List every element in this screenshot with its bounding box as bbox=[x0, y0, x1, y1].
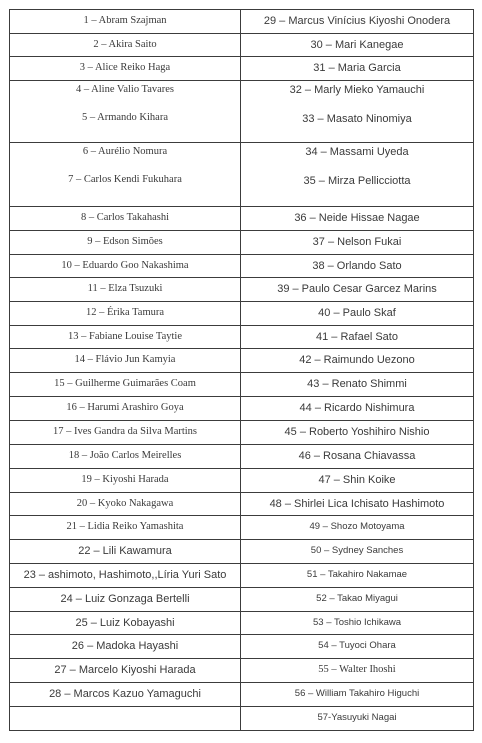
cell-right bbox=[241, 57, 474, 81]
cell-right bbox=[241, 445, 474, 469]
member-name: 50 – Sydney Sanches bbox=[310, 545, 404, 556]
cell-left bbox=[10, 231, 241, 255]
member-name: 1 – Abram Szajman bbox=[83, 15, 167, 26]
member-name: 6 – Aurélio Nomura bbox=[82, 146, 168, 157]
cell-right bbox=[241, 516, 474, 540]
member-name: 26 – Madoka Hayashi bbox=[71, 640, 179, 652]
member-name: 27 – Marcelo Kiyoshi Harada bbox=[54, 664, 196, 676]
table-row bbox=[10, 469, 474, 493]
cell-left bbox=[10, 612, 241, 635]
cell-right bbox=[241, 278, 474, 302]
table-row bbox=[10, 564, 474, 588]
member-name: 54 – Tuyoci Ohara bbox=[318, 640, 396, 651]
member-name: 39 – Paulo Cesar Garcez Marins bbox=[277, 283, 437, 295]
cell-left bbox=[10, 397, 241, 421]
member-name: 31 – Maria Garcia bbox=[313, 62, 401, 74]
cell-right bbox=[241, 588, 474, 612]
cell-right bbox=[241, 255, 474, 278]
member-name: 44 – Ricardo Nishimura bbox=[299, 402, 415, 414]
cell-left bbox=[10, 278, 241, 302]
member-name: 53 – Toshio Ichikawa bbox=[312, 617, 402, 628]
member-name: 33 – Masato Ninomiya bbox=[302, 113, 412, 125]
member-name: 48 – Shirlei Lica Ichisato Hashimoto bbox=[269, 498, 445, 510]
cell-right bbox=[241, 635, 474, 659]
member-name: 2 – Akira Saito bbox=[93, 39, 157, 50]
member-name: 4 – Aline Valio Tavares bbox=[75, 84, 175, 95]
table-row bbox=[10, 493, 474, 516]
member-name: 3 – Alice Reiko Haga bbox=[79, 62, 171, 73]
member-name: 30 – Mari Kanegae bbox=[310, 39, 404, 51]
table-row bbox=[10, 34, 474, 57]
members-table bbox=[9, 9, 474, 731]
member-name: 14 – Flávio Jun Kamyia bbox=[74, 354, 176, 365]
cell-right bbox=[241, 34, 474, 57]
cell-right bbox=[241, 302, 474, 326]
member-name: 46 – Rosana Chiavassa bbox=[298, 450, 416, 462]
cell-left bbox=[10, 564, 241, 588]
member-name: 52 – Takao Miyagui bbox=[316, 593, 398, 604]
member-name: 55 – Walter Ihoshi bbox=[318, 664, 396, 675]
cell-left bbox=[10, 302, 241, 326]
member-name: 40 – Paulo Skaf bbox=[318, 307, 396, 319]
table-row bbox=[10, 207, 474, 231]
cell-right bbox=[241, 397, 474, 421]
cell-right bbox=[241, 659, 474, 683]
cell-right bbox=[241, 683, 474, 707]
cell-right bbox=[241, 10, 474, 34]
cell-left bbox=[10, 540, 241, 564]
member-name: 36 – Neide Hissae Nagae bbox=[294, 212, 420, 224]
members-table-body bbox=[10, 10, 474, 731]
member-name: 23 – ashimoto, Hashimoto,,Líria Yuri Sato bbox=[23, 569, 227, 581]
cell-left bbox=[10, 469, 241, 493]
member-name: 56 – William Takahiro Higuchi bbox=[294, 688, 420, 699]
table-row bbox=[10, 302, 474, 326]
member-name: 21 – Lidia Reiko Yamashita bbox=[66, 521, 184, 532]
table-row bbox=[10, 635, 474, 659]
cell-left bbox=[10, 493, 241, 516]
member-name: 45 – Roberto Yoshihiro Nishio bbox=[284, 426, 430, 438]
cell-right bbox=[241, 612, 474, 635]
cell-right bbox=[241, 421, 474, 445]
table-row bbox=[10, 707, 474, 731]
table-row bbox=[10, 397, 474, 421]
member-name: 47 – Shin Koike bbox=[318, 474, 396, 486]
member-name: 22 – Lili Kawamura bbox=[78, 545, 172, 557]
member-name: 51 – Takahiro Nakamae bbox=[306, 569, 408, 580]
table-row bbox=[10, 81, 474, 143]
table-row bbox=[10, 516, 474, 540]
cell-left bbox=[10, 373, 241, 397]
member-name: 18 – João Carlos Meirelles bbox=[68, 450, 182, 461]
member-name: 8 – Carlos Takahashi bbox=[80, 212, 169, 223]
member-name: 17 – Ives Gandra da Silva Martins bbox=[52, 426, 198, 437]
table-row bbox=[10, 612, 474, 635]
cell-right bbox=[241, 231, 474, 255]
table-row bbox=[10, 588, 474, 612]
member-name: 25 – Luiz Kobayashi bbox=[75, 617, 175, 629]
member-name: 35 – Mirza Pellicciotta bbox=[303, 175, 411, 187]
member-name: 16 – Harumi Arashiro Goya bbox=[66, 402, 184, 413]
table-row bbox=[10, 349, 474, 373]
cell-left bbox=[10, 588, 241, 612]
member-name: 13 – Fabiane Louise Taytie bbox=[68, 331, 182, 342]
member-name: 19 – Kiyoshi Harada bbox=[81, 474, 169, 485]
table-row bbox=[10, 683, 474, 707]
table-row bbox=[10, 10, 474, 34]
cell-right bbox=[241, 707, 474, 731]
cell-left bbox=[10, 445, 241, 469]
cell-left bbox=[10, 635, 241, 659]
cell-left bbox=[10, 143, 241, 207]
member-name: 38 – Orlando Sato bbox=[312, 260, 402, 272]
cell-right bbox=[241, 349, 474, 373]
cell-right bbox=[241, 564, 474, 588]
cell-left bbox=[10, 255, 241, 278]
cell-right bbox=[241, 493, 474, 516]
cell-left bbox=[10, 81, 241, 143]
cell-right bbox=[241, 469, 474, 493]
table-row bbox=[10, 57, 474, 81]
member-name: 34 – Massami Uyeda bbox=[305, 146, 409, 158]
cell-right bbox=[241, 540, 474, 564]
member-name: 49 – Shozo Motoyama bbox=[309, 521, 405, 532]
member-name: 57-Yasuyuki Nagai bbox=[317, 712, 397, 723]
cell-left bbox=[10, 659, 241, 683]
cell-right bbox=[241, 207, 474, 231]
member-name: 37 – Nelson Fukai bbox=[312, 236, 402, 248]
table-row bbox=[10, 659, 474, 683]
member-name: 5 – Armando Kihara bbox=[81, 112, 169, 123]
table-row bbox=[10, 373, 474, 397]
member-name: 9 – Edson Simões bbox=[87, 236, 163, 247]
cell-right bbox=[241, 326, 474, 349]
member-name: 29 – Marcus Vinícius Kiyoshi Onodera bbox=[263, 15, 451, 27]
cell-left bbox=[10, 207, 241, 231]
table-row bbox=[10, 143, 474, 207]
cell-left bbox=[10, 349, 241, 373]
table-row bbox=[10, 421, 474, 445]
member-name: 41 – Rafael Sato bbox=[316, 331, 398, 343]
table-row bbox=[10, 445, 474, 469]
cell-left bbox=[10, 421, 241, 445]
table-row bbox=[10, 231, 474, 255]
member-name: 7 – Carlos Kendi Fukuhara bbox=[68, 174, 182, 185]
cell-right bbox=[241, 143, 474, 207]
table-row bbox=[10, 255, 474, 278]
member-name: 28 – Marcos Kazuo Yamaguchi bbox=[49, 688, 201, 700]
member-name: 43 – Renato Shimmi bbox=[307, 378, 407, 390]
cell-left bbox=[10, 516, 241, 540]
cell-left bbox=[10, 683, 241, 707]
member-name: 12 – Érika Tamura bbox=[85, 307, 165, 318]
member-name: 32 – Marly Mieko Yamauchi bbox=[289, 84, 425, 96]
cell-left bbox=[10, 34, 241, 57]
member-name: 24 – Luiz Gonzaga Bertelli bbox=[60, 593, 190, 605]
cell-right bbox=[241, 81, 474, 143]
member-name: 42 – Raimundo Uezono bbox=[299, 354, 415, 366]
member-name: 11 – Elza Tsuzuki bbox=[87, 283, 163, 294]
cell-right bbox=[241, 373, 474, 397]
cell-left bbox=[10, 57, 241, 81]
table-row bbox=[10, 326, 474, 349]
table-row bbox=[10, 278, 474, 302]
member-name: 20 – Kyoko Nakagawa bbox=[76, 498, 174, 509]
member-name: 10 – Eduardo Goo Nakashima bbox=[61, 260, 189, 271]
member-name: 15 – Guilherme Guimarães Coam bbox=[54, 378, 196, 389]
table-row bbox=[10, 540, 474, 564]
cell-left bbox=[10, 326, 241, 349]
cell-left bbox=[10, 10, 241, 34]
cell-left bbox=[10, 707, 241, 731]
